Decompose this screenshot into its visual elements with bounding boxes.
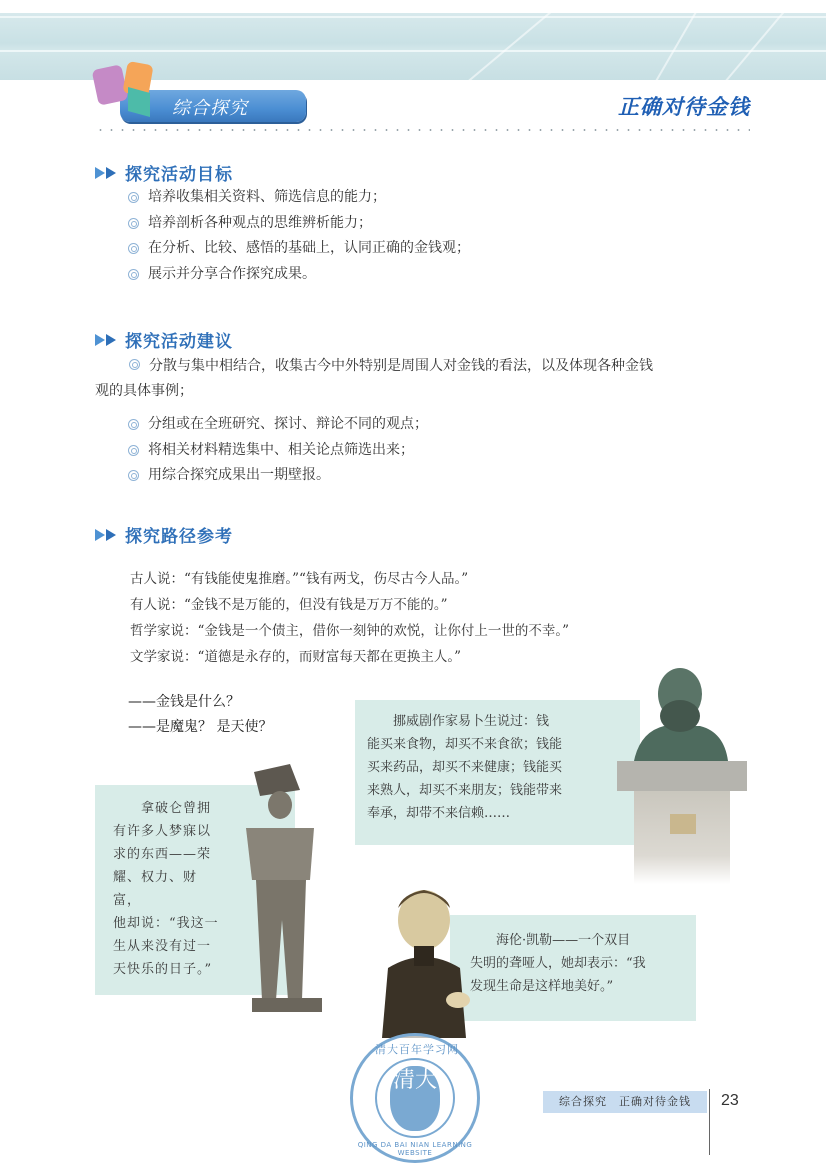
circle-bullet-icon — [129, 359, 140, 370]
circle-bullet-icon — [128, 192, 139, 203]
section-label: 综合探究 — [172, 98, 248, 119]
section-heading-goals — [95, 160, 233, 185]
banner-stripe — [0, 16, 826, 18]
circle-bullet-icon — [128, 419, 139, 430]
card-line: 求的东西——荣 — [113, 847, 212, 862]
heading-text: 探究路径参考 — [125, 527, 233, 547]
card-line: 失明的聋哑人，她却表示：“我 — [470, 956, 646, 971]
card-text — [113, 797, 221, 981]
list-item-text: 展示并分享合作探究成果。 — [148, 265, 316, 282]
watermark-top-text: 清大百年学习网 — [375, 1043, 459, 1056]
card-line: 他却说：“我这一 — [113, 916, 219, 931]
suggestions-lead-paragraph — [95, 354, 755, 404]
card-line: 挪威剧作家易卜生说过：钱 — [367, 714, 550, 729]
card-line: 耀、权力、财富， — [113, 870, 198, 908]
header-banner — [0, 13, 826, 80]
card-line: 买来药品，却买不来健康；钱能买 — [367, 760, 563, 775]
circle-bullet-icon — [128, 218, 139, 229]
circle-bullet-icon — [128, 445, 139, 456]
list-item-text: 用综合探究成果出一期壁报。 — [148, 467, 330, 483]
quote-line: 古人说：“有钱能使鬼推磨。”“钱有两戈，伤尽古今人品。” — [130, 571, 469, 587]
list-item — [128, 185, 470, 211]
double-arrow-icon — [95, 529, 117, 541]
card-line: 生从来没有过一 — [113, 939, 212, 954]
circle-bullet-icon — [128, 470, 139, 481]
circle-bullet-icon — [128, 269, 139, 280]
list-item-text: 在分析、比较、感悟的基础上，认同正确的金钱观； — [148, 240, 470, 256]
list-item — [128, 211, 470, 237]
card-text — [470, 929, 685, 998]
quote-line: 文学家说：“道德是永存的，而财富每天都在更换主人。” — [130, 649, 462, 665]
ibsen-quote-card — [355, 700, 640, 845]
question-line: ——金钱是什么？ — [128, 694, 240, 710]
double-arrow-icon — [95, 334, 117, 346]
list-item — [128, 412, 428, 438]
banner-stripe — [0, 50, 826, 52]
banner-line-decoration — [620, 13, 702, 80]
list-item — [128, 236, 470, 262]
card-line: 来熟人，却买不来朋友；钱能带来 — [367, 783, 563, 798]
circle-bullet-icon — [128, 243, 139, 254]
card-line: 天快乐的日子。” — [113, 962, 213, 977]
helen-keller-portrait-image — [378, 878, 478, 1038]
list-item-text: 培养收集相关资料、筛选信息的能力； — [148, 189, 386, 205]
watermark-seal-text: 清大 — [390, 1066, 440, 1131]
card-line: 奉承，却带不来信赖…… — [367, 806, 511, 821]
page-number: 23 — [721, 1092, 739, 1109]
ibsen-bust-image — [612, 664, 752, 884]
card-line: 能买来食物，却买不来食欲；钱能 — [367, 737, 563, 752]
section-heading-suggestions — [95, 327, 233, 352]
list-item-text: 培养剖析各种观点的思维辨析能力； — [148, 214, 372, 231]
list-item — [128, 262, 470, 288]
list-item — [128, 438, 428, 464]
paragraph-text: 分散与集中相结合，收集古今中外特别是周围人对金钱的看法，以及体现各种金钱 — [149, 358, 653, 374]
heading-text: 探究活动建议 — [125, 332, 233, 352]
running-footer-title: 综合探究 正确对待金钱 — [543, 1091, 707, 1113]
quote-line: 哲学家说：“金钱是一个债主，借你一刻钟的欢悦，让你付上一世的不幸。” — [130, 623, 570, 639]
heading-text: 探究活动目标 — [125, 165, 233, 185]
footer-divider — [709, 1089, 710, 1155]
watermark-bottom-text: QING DA BAI NIAN LEARNING WEBSITE — [357, 1141, 473, 1157]
quotes-block — [130, 566, 569, 670]
banner-line-decoration — [687, 13, 791, 80]
paragraph-text: 观的具体事例； — [95, 383, 193, 399]
card-line: 发现生命是这样地美好。” — [470, 979, 614, 994]
question-line: ——是魔鬼？ 是天使？ — [128, 719, 273, 735]
goals-list — [128, 185, 470, 287]
keller-quote-card — [450, 915, 696, 1021]
list-item — [128, 463, 428, 489]
card-line: 有许多人梦寐以 — [113, 824, 212, 839]
list-item-text: 将相关材料精选集中、相关论点筛选出来； — [148, 441, 414, 458]
banner-line-decoration — [437, 13, 561, 80]
card-line: 海伦·凯勒——一个双目 — [470, 933, 631, 948]
card-line: 拿破仑曾拥 — [113, 801, 212, 816]
watermark-seal — [350, 1033, 480, 1163]
double-arrow-icon — [95, 167, 117, 179]
questions-block — [128, 690, 272, 740]
napoleon-statue-image — [232, 760, 332, 1020]
page-title: 正确对待金钱 — [618, 95, 750, 119]
suggestions-list — [128, 412, 428, 489]
list-item-text: 分组或在全班研究、探讨、辩论不同的观点； — [148, 416, 428, 432]
paragraph-line — [95, 354, 755, 379]
card-text — [367, 710, 607, 825]
section-heading-path — [95, 522, 233, 547]
dotted-divider — [95, 129, 750, 131]
quote-line: 有人说：“金钱不是万能的，但没有钱是万万不能的。” — [130, 597, 448, 613]
